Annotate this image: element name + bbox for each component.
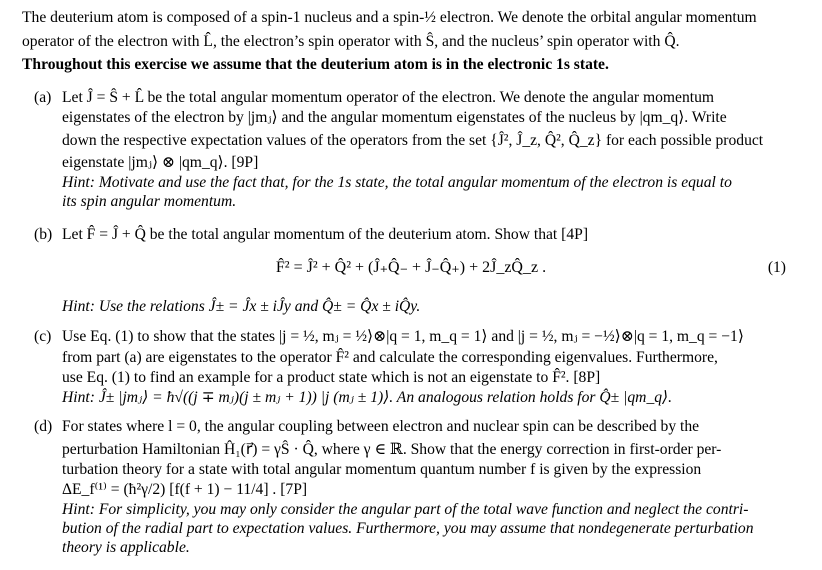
part-d-line-4: ΔE_f⁽¹⁾ = (ħ²γ/2) [f(f + 1) − 11/4] . [7P] [62, 481, 308, 498]
part-a-line-2: eigenstates of the electron by |jmⱼ⟩ and the angular momentum eigenstates of the nucleus by |qm_q⟩. Write [62, 109, 727, 126]
equation-1-number: (1) [767, 259, 786, 276]
part-a-label: (a) [34, 89, 52, 106]
part-c-hint: Hint: Ĵ± |jmⱼ⟩ = ħ√((j ∓ mⱼ)(j ± mⱼ + 1)) |j (mⱼ ± 1)⟩. An analogous relation holds for Q̂± |qm_q⟩. [62, 389, 673, 406]
part-c-label: (c) [34, 328, 52, 345]
intro-line-1: The deuterium atom is composed of a spin-1 nucleus and a spin-½ electron. We denote the orbital angular momentum [22, 9, 757, 26]
part-c-line-1: Use Eq. (1) to show that the states |j = ½, mⱼ = ½⟩⊗|q = 1, m_q = 1⟩ and |j = ½, mⱼ = −½⟩⊗|q = 1, m_q = −1⟩ [62, 328, 744, 345]
part-a-line-1: Let Ĵ = Ŝ + L̂ be the total angular momentum operator of the electron. We denote the angular momentum [62, 89, 715, 106]
part-d-line-1: For states where l = 0, the angular coupling between electron and nuclear spin can be described by the [62, 418, 700, 435]
part-d-hint-2: bution of the radial part to expectation values. Furthermore, you may assume that nondegenerate perturbation [62, 520, 754, 537]
part-a-line-4: eigenstate |jmⱼ⟩ ⊗ |qm_q⟩. [9P] [62, 154, 259, 171]
part-c-line-3: use Eq. (1) to find an example for a product state which is not an eigenstate to F̂². [8P] [62, 369, 601, 386]
part-d-hint-1: Hint: For simplicity, you may only consider the angular part of the total wave function and neglect the contri- [62, 501, 749, 518]
part-b-hint: Hint: Use the relations Ĵ± = Ĵx ± iĴy and Q̂± = Q̂x ± iQ̂y. [62, 298, 421, 315]
part-b-label: (b) [34, 226, 53, 243]
part-d-label: (d) [34, 418, 53, 435]
part-a-line-3: down the respective expectation values of the operators from the set {Ĵ², Ĵ_z, Q̂², Q̂_z} for each possible product [62, 132, 764, 149]
part-d-hint-3: theory is applicable. [62, 539, 190, 556]
part-a-hint-2: its spin angular momentum. [62, 193, 237, 210]
intro-assumption: Throughout this exercise we assume that the deuterium atom is in the electronic 1s state. [22, 56, 609, 73]
intro-line-2: operator of the electron with L̂, the electron’s spin operator with Ŝ, and the nucleus’ spin operator with Q̂. [22, 33, 680, 50]
part-c-line-2: from part (a) are eigenstates to the operator F̂² and calculate the corresponding eigenvalues. Furthermore, [62, 349, 718, 366]
part-b-line-1: Let F̂ = Ĵ + Q̂ be the total angular momentum of the deuterium atom. Show that [4P] [62, 226, 589, 243]
part-d-line-2: perturbation Hamiltonian Ĥ₁(r⃗) = γŜ · Q̂, where γ ∈ ℝ. Show that the energy correction in first-order per- [62, 441, 722, 458]
part-a-hint-1: Hint: Motivate and use the fact that, for the 1s state, the total angular momentum of the electron is equal to [62, 174, 732, 191]
equation-1: F̂² = Ĵ² + Q̂² + (Ĵ₊Q̂₋ + Ĵ₋Q̂₊) + 2Ĵ_zQ̂_z . [275, 259, 547, 276]
part-d-line-3: turbation theory for a state with total angular momentum quantum number f is given by the expression [62, 461, 702, 478]
